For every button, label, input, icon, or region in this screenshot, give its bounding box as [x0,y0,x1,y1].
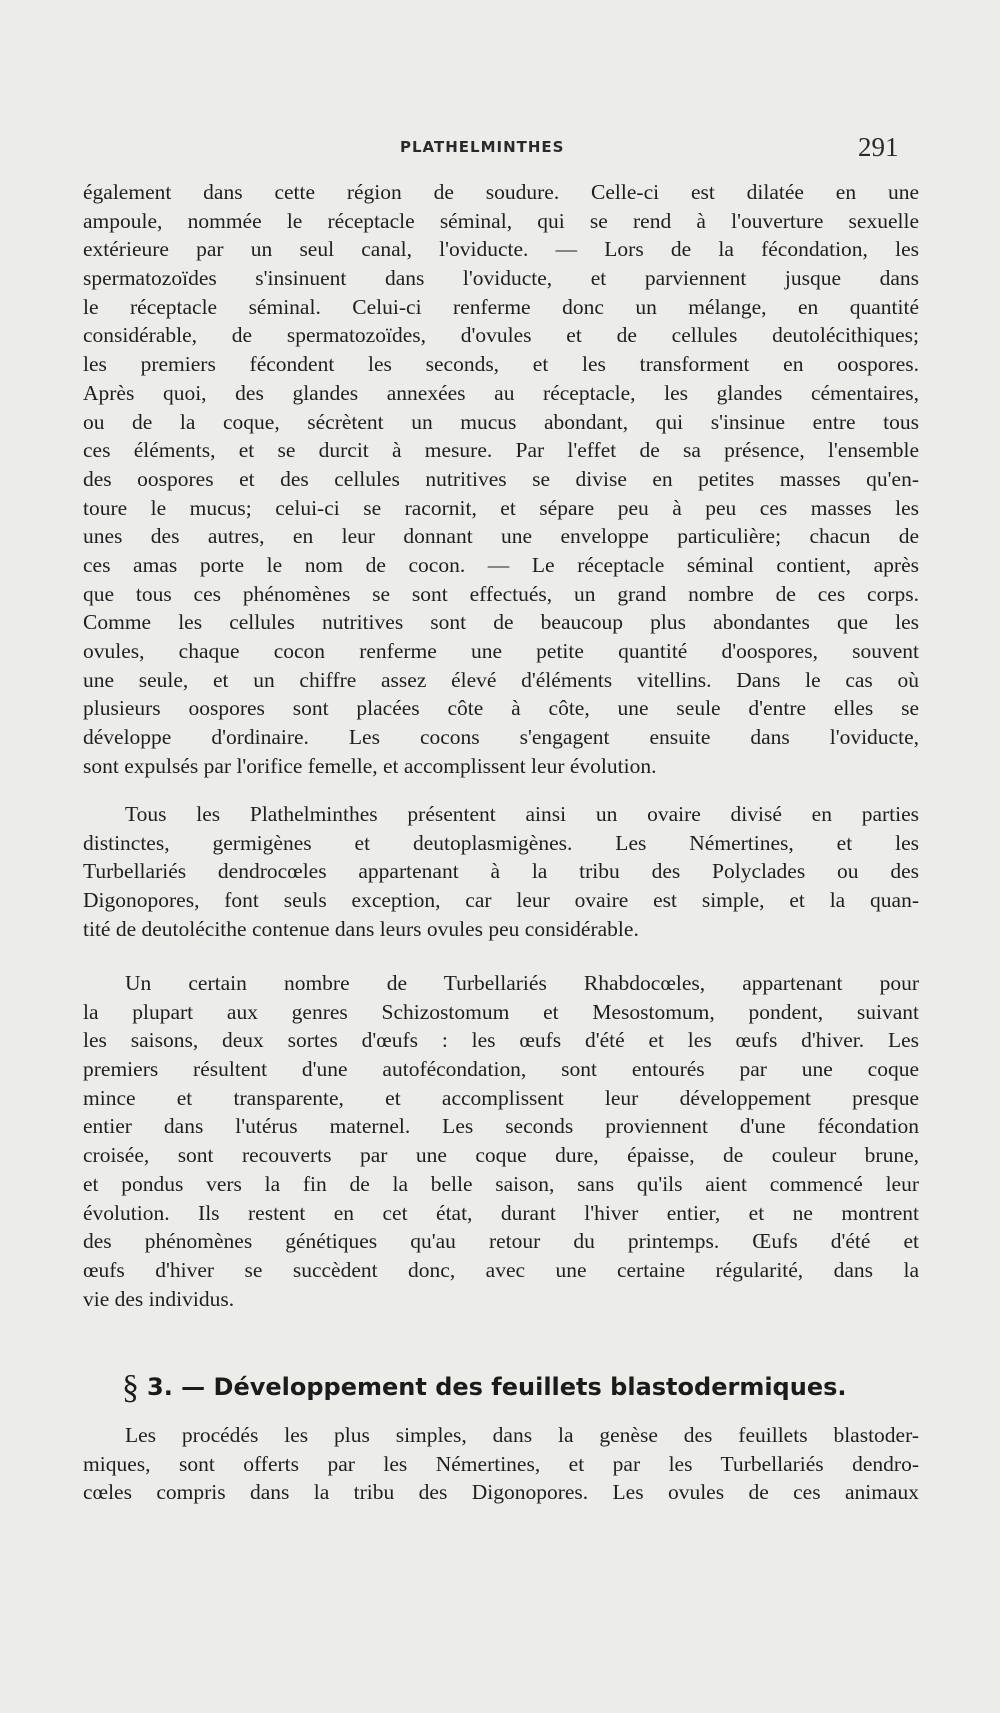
text-line: ou de la coque, sécrètent un mucus abondant, qui s'insinue entre tous [83,409,919,434]
text-line: développe d'ordinaire. Les cocons s'engagent ensuite dans l'oviducte, [83,725,919,750]
text-line: vie des individus. [83,1286,235,1311]
text-line: Digonopores, font seuls exception, car leur ovaire est simple, et la quan- [83,888,919,913]
text-line: miques, sont offerts par les Némertines, et par les Turbellariés dendro- [83,1451,919,1476]
text-line: Tous les Plathelminthes présentent ainsi un ovaire divisé en parties [125,802,919,826]
text-line: ovules, chaque cocon renferme une petite quantité d'oospores, souvent [83,639,919,663]
text-line: des phénomènes génétiques qu'au retour du printemps. Œufs d'été et [83,1229,919,1254]
text-line: et pondus vers la fin de la belle saison, sans qu'ils aient commencé leur [83,1171,919,1196]
paragraph-2 [83,800,919,943]
running-title: PLATHELMINTHES [400,138,565,156]
text-line: ampoule, nommée le réceptacle séminal, qui se rend à l'ouverture sexuelle [83,208,919,233]
text-line: toure le mucus; celui-ci se racornit, et sépare peu à peu ces masses les [83,495,919,520]
text-line: des oospores et des cellules nutritives se divise en petites masses qu'en- [83,466,919,491]
text-line: extérieure par un seul canal, l'oviducte. — Lors de la fécondation, les [83,237,919,262]
text-line: Turbellariés dendrocœles appartenant à la tribu des Polyclades ou des [83,859,919,884]
page-number: 291 [858,132,899,162]
text-line: Comme les cellules nutritives sont de beaucoup plus abondantes que les [83,610,919,635]
running-header [0,132,1000,162]
text-line: ces amas porte le nom de cocon. — Le réceptacle séminal contient, après [83,552,919,577]
section-heading [122,1369,922,1409]
paragraph-4 [83,1421,919,1507]
text-line: plusieurs oospores sont placées côte à côte, une seule d'entre elles se [83,696,919,721]
text-line: Un certain nombre de Turbellariés Rhabdocœles, appartenant pour [125,971,919,995]
text-line: les premiers fécondent les seconds, et les transforment en oospores. [83,352,919,377]
text-line: tité de deutolécithe contenue dans leurs ovules peu considérable. [83,916,639,941]
section-title: 3. — Développement des feuillets blastodermiques. [147,1373,847,1401]
text-line: premiers résultent d'une autofécondation, sont entourés par une coque [83,1057,919,1082]
text-line: les saisons, deux sortes d'œufs : les œufs d'été et les œufs d'hiver. Les [83,1028,919,1053]
text-line: une seule, et un chiffre assez élevé d'éléments vitellins. Dans le cas où [83,667,919,692]
text-line: cœles compris dans la tribu des Digonopores. Les ovules de ces animaux [83,1480,919,1505]
text-line: également dans cette région de soudure. Celle-ci est dilatée en une [83,180,919,204]
section-symbol: § [122,1369,139,1406]
text-line: Les procédés les plus simples, dans la genèse des feuillets blastoder- [125,1423,919,1447]
text-line: ces éléments, et se durcit à mesure. Par l'effet de sa présence, l'ensemble [83,438,919,463]
text-line: croisée, sont recouverts par une coque dure, épaisse, de couleur brune, [83,1143,919,1168]
text-line: unes des autres, en leur donnant une enveloppe particulière; chacun de [83,524,919,549]
text-line: évolution. Ils restent en cet état, durant l'hiver entier, et ne montrent [83,1200,919,1225]
text-line: Après quoi, des glandes annexées au réceptacle, les glandes cémentaires, [83,380,919,405]
text-line: sont expulsés par l'orifice femelle, et accomplissent leur évolution. [83,753,657,778]
text-line: que tous ces phénomènes se sont effectués, un grand nombre de ces corps. [83,581,919,606]
text-line: le réceptacle séminal. Celui-ci renferme donc un mélange, en quantité [83,294,919,319]
text-line: considérable, de spermatozoïdes, d'ovules et de cellules deutolécithiques; [83,323,919,348]
paragraph-3 [83,969,919,1313]
text-line: œufs d'hiver se succèdent donc, avec une certaine régularité, dans la [83,1257,919,1282]
text-line: spermatozoïdes s'insinuent dans l'oviducte, et parviennent jusque dans [83,266,919,291]
text-line: mince et transparente, et accomplissent leur développement presque [83,1085,919,1110]
text-line: la plupart aux genres Schizostomum et Mesostomum, pondent, suivant [83,999,919,1024]
paragraph-1 [83,178,919,780]
text-line: distinctes, germigènes et deutoplasmigènes. Les Némertines, et les [83,830,919,855]
text-line: entier dans l'utérus maternel. Les seconds proviennent d'une fécondation [83,1114,919,1139]
